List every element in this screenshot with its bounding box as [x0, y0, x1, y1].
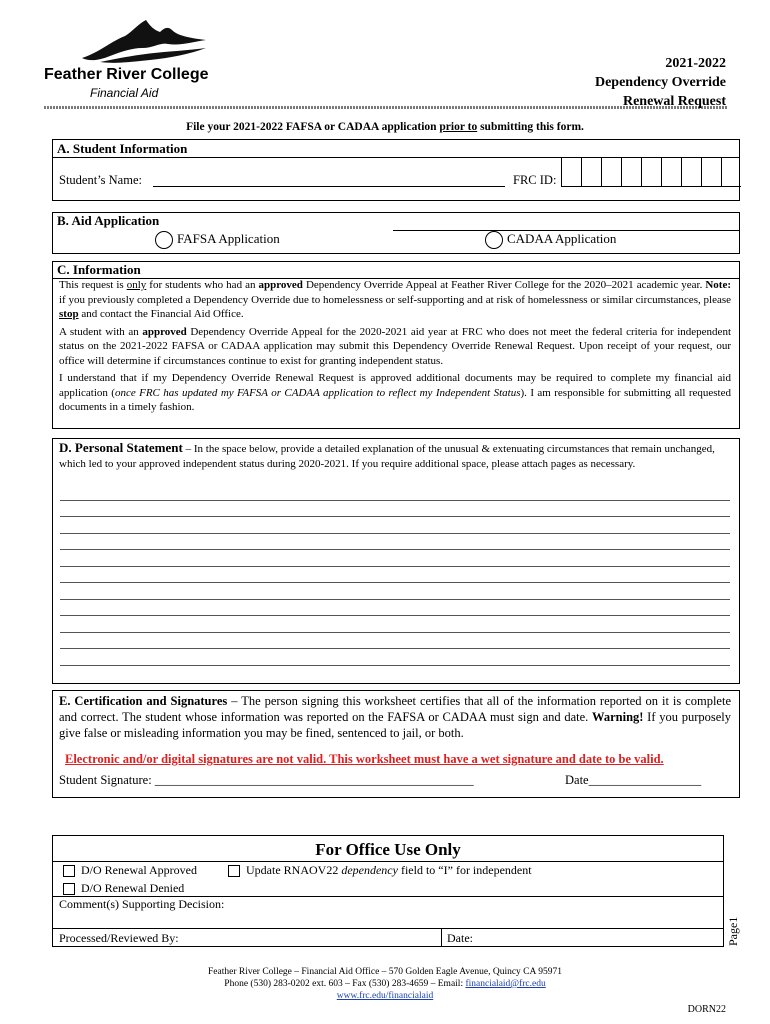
- statement-line[interactable]: [60, 516, 730, 517]
- section-d-heading: D. Personal Statement: [59, 440, 183, 455]
- statement-line[interactable]: [60, 615, 730, 616]
- section-d-intro: [59, 441, 731, 471]
- section-e-warning: Warning!: [592, 710, 644, 724]
- p1-only: only: [126, 279, 147, 291]
- section-b: [52, 212, 740, 254]
- section-d-text: – In the space below, provide a detailed explanation of the unusual & extenuating circumstances that remain unchanged, which led to your approved independent status during 2020-2021. If you require additional space, please attach pages as necessary.: [59, 443, 715, 470]
- section-c-heading: C. Information: [57, 262, 141, 277]
- notice-pre: File your 2021-2022 FAFSA or CADAA application: [186, 121, 440, 133]
- footer-phone: Phone (530) 283-0202 ext. 603 – Fax (530) 283-4659 – Email:: [224, 979, 466, 989]
- update-b: field to “I” for independent: [397, 863, 532, 877]
- p1-note: Note:: [705, 279, 731, 291]
- logo: [44, 18, 224, 108]
- page-number: Page1: [726, 916, 740, 946]
- p2-approved: approved: [142, 325, 187, 338]
- processed-label[interactable]: Processed/Reviewed By:: [59, 931, 179, 945]
- cadaa-label: CADAA Application: [507, 231, 617, 246]
- section-e: [52, 690, 740, 798]
- student-name-label: Student’s Name:: [59, 173, 142, 187]
- statement-line[interactable]: [60, 648, 730, 649]
- approved-option[interactable]: [63, 863, 197, 878]
- frc-id-input[interactable]: [561, 157, 741, 187]
- cadaa-radio[interactable]: [485, 231, 503, 249]
- form-title: [595, 54, 726, 111]
- cadaa-option[interactable]: [485, 231, 616, 249]
- wet-signature-notice: Electronic and/or digital signatures are not valid. This worksheet must have a wet signature and date to be valid.: [65, 752, 664, 766]
- approved-checkbox[interactable]: [63, 865, 75, 877]
- section-e-heading: E. Certification and Signatures: [59, 694, 228, 708]
- p1-b: for students who had an: [146, 279, 259, 291]
- p3-a: I understand that if my Dependency Override Renewal Request is approved additional documents may be required to complete my financial aid application (: [59, 372, 731, 399]
- frc-id-label: FRC ID:: [513, 173, 557, 187]
- fafsa-label: FAFSA Application: [177, 231, 280, 246]
- section-b-heading: B. Aid Application: [57, 213, 160, 228]
- notice-post: submitting this form.: [477, 121, 584, 133]
- office-heading-rule: [53, 861, 723, 862]
- title-line1: Dependency Override: [594, 75, 726, 90]
- update-option[interactable]: [228, 863, 532, 878]
- section-e-text-b: If you purposely give false or misleading information you may be fined, sentenced to jail, or both.: [59, 710, 732, 740]
- section-e-text-a: – The person signing this worksheet certifies that all of the information reported on it is complete and correct. The student whose information was reported on the FAFSA or CADAA must sign and date.: [59, 694, 731, 724]
- section-a: [52, 139, 740, 201]
- statement-line[interactable]: [60, 533, 730, 534]
- signature-date-field[interactable]: Date__________________: [565, 773, 702, 787]
- footer-contact: [0, 978, 770, 990]
- info-paragraph-3: [59, 371, 731, 415]
- p1-a: This request is: [59, 279, 127, 291]
- processed-row-rule: [53, 928, 723, 929]
- mountain-logo-icon: [80, 18, 210, 66]
- statement-line[interactable]: [60, 582, 730, 583]
- update-italic: dependency: [341, 863, 398, 877]
- footer-address: Feather River College – Financial Aid Office – 570 Golden Eagle Avenue, Quincy CA 95971: [208, 967, 562, 977]
- info-paragraph-2: [59, 325, 731, 369]
- statement-line[interactable]: [60, 599, 730, 600]
- office-date-label[interactable]: Date:: [447, 931, 473, 945]
- approved-label: D/O Renewal Approved: [81, 863, 197, 877]
- denied-option[interactable]: [63, 881, 184, 896]
- fafsa-radio[interactable]: [155, 231, 173, 249]
- p1-approved: approved: [258, 279, 303, 291]
- fafsa-option[interactable]: [155, 231, 280, 249]
- section-a-heading: A. Student Information: [57, 141, 188, 156]
- section-c: [52, 261, 740, 429]
- p1-c: Dependency Override Appeal at Feather River College for the 2020–2021 academic year.: [302, 279, 706, 291]
- dept-name: Financial Aid: [90, 86, 159, 100]
- file-notice: [0, 121, 770, 133]
- section-e-body: [59, 693, 731, 741]
- denied-checkbox[interactable]: [63, 883, 75, 895]
- statement-line[interactable]: [60, 566, 730, 567]
- statement-line[interactable]: [60, 549, 730, 550]
- office-use-box: [52, 835, 724, 947]
- title-year: 2021-2022: [665, 56, 726, 71]
- footer-email-link[interactable]: financialaid@frc.edu: [465, 979, 546, 989]
- processed-divider: [441, 928, 442, 946]
- info-paragraph-1: [59, 278, 731, 322]
- p1-e: and contact the Financial Aid Office.: [78, 308, 244, 320]
- college-name: Feather River College: [44, 66, 209, 83]
- statement-line[interactable]: [60, 632, 730, 633]
- footer-web-link[interactable]: www.frc.edu/financialaid: [336, 991, 434, 1001]
- footer: [0, 966, 770, 1002]
- section-c-body: [59, 278, 731, 415]
- notice-emph: prior to: [439, 121, 478, 133]
- office-heading: For Office Use Only: [315, 840, 461, 859]
- update-checkbox[interactable]: [228, 865, 240, 877]
- p3-italic: once FRC has updated my FAFSA or CADAA application to reflect my Independent Status: [114, 386, 521, 399]
- statement-line[interactable]: [60, 665, 730, 666]
- statement-line[interactable]: [60, 500, 730, 501]
- p1-stop: stop: [59, 308, 79, 320]
- denied-label: D/O Renewal Denied: [81, 881, 185, 895]
- p2-b: Dependency Override Appeal for the 2020-2021 aid year at FRC who does not meet the federal criteria for independent status on the 2021-2022 FAFSA or CADAA application may submit this Dependency Override Renewal Request. Upon receipt of your request, our office will determine if circumstances continue to exist for granting independent status.: [59, 325, 731, 367]
- student-name-input[interactable]: [153, 186, 505, 187]
- title-line2: Renewal Request: [622, 94, 726, 109]
- p1-d: if you previously completed a Dependency Override due to homelessness or self-supporting and at risk of homelessness or similar circumstances, please: [59, 293, 731, 306]
- student-signature-field[interactable]: Student Signature: ___________________________________________________: [59, 773, 474, 787]
- p3-b: ). I am responsible for submitting all requested documents in a timely fashion.: [59, 386, 731, 413]
- comments-label[interactable]: Comment(s) Supporting Decision:: [59, 897, 225, 911]
- p2-a: A student with an: [59, 325, 143, 338]
- update-a: Update RNAOV22: [246, 863, 342, 877]
- form-code: DORN22: [687, 1004, 726, 1015]
